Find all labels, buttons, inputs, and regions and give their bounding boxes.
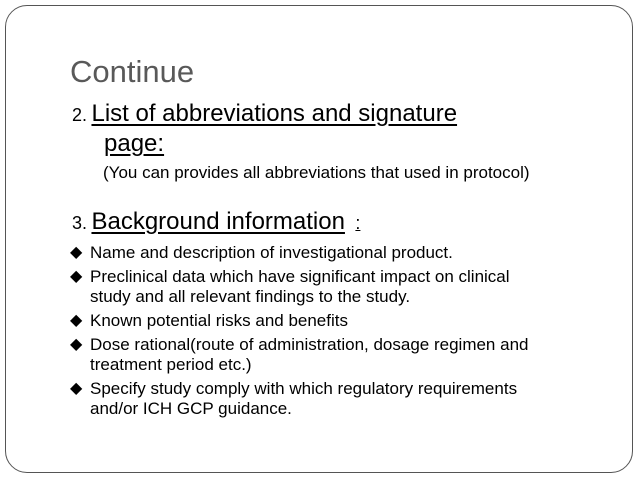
list-item-text-line1: Dose rational(route of administration, dosage regimen and — [90, 335, 529, 354]
list-item — [70, 379, 610, 419]
bullet-list — [70, 243, 610, 423]
list-item-text-line1: Specify study comply with which regulatory requirements — [90, 379, 518, 398]
section-2-heading — [72, 100, 458, 157]
list-item-text-line2: study and all relevant findings to the study. — [90, 287, 411, 306]
list-item-text: Name and description of investigational product. — [90, 243, 453, 262]
list-item — [70, 311, 610, 331]
diamond-bullet-icon: ◆ — [70, 380, 83, 397]
section-heading-line2: page: — [104, 130, 165, 157]
section-2-note: (You can provides all abbreviations that used in protocol) — [103, 163, 530, 182]
list-item — [70, 267, 610, 307]
list-item — [70, 335, 610, 375]
section-number: 2. — [72, 105, 88, 125]
list-item-text-line2: and/or ICH GCP guidance. — [90, 399, 292, 418]
diamond-bullet-icon: ◆ — [70, 312, 83, 329]
list-item-text: Known potential risks and benefits — [90, 311, 348, 330]
section-heading: Background information — [91, 208, 345, 235]
section-heading-colon: : — [355, 213, 361, 233]
slide-title: Continue — [70, 54, 195, 89]
list-item — [70, 243, 610, 263]
section-heading-line1: List of abbreviations and signature — [91, 100, 458, 127]
diamond-bullet-icon: ◆ — [70, 268, 83, 285]
list-item-text-line1: Preclinical data which have significant impact on clinical — [90, 267, 510, 286]
list-item-text-line2: treatment period etc.) — [90, 355, 252, 374]
diamond-bullet-icon: ◆ — [70, 336, 83, 353]
diamond-bullet-icon: ◆ — [70, 244, 83, 261]
section-number: 3. — [72, 213, 88, 233]
section-3-heading — [72, 208, 360, 236]
